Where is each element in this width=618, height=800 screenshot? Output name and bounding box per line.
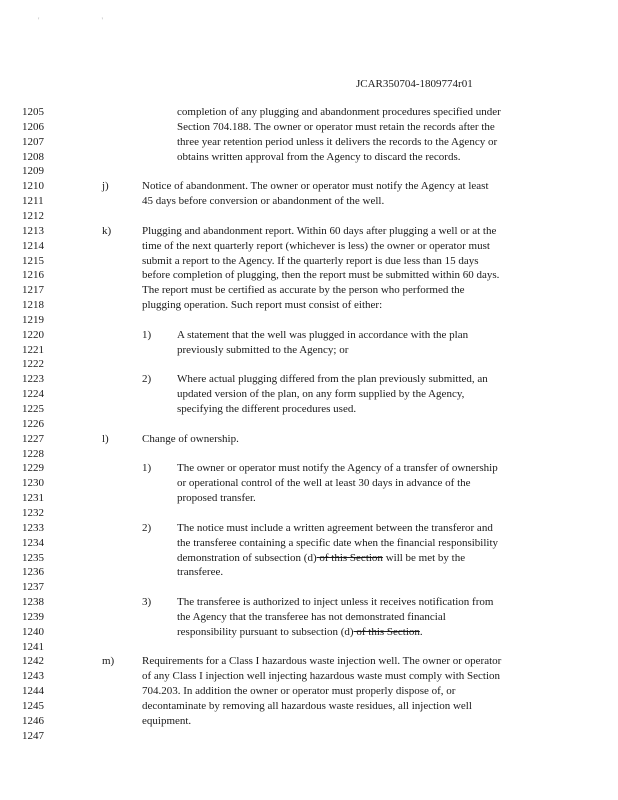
line-number: 1242 [22,655,44,668]
document-line [0,700,618,713]
document-line [0,655,618,668]
document-line [0,611,618,624]
line-number: 1216 [22,269,44,282]
line-text-main: 45 days before conversion or abandonment of the well. [142,195,385,208]
document-line [0,240,618,253]
line-number: 1241 [22,640,44,653]
line-text [142,700,472,713]
line-text [142,195,384,208]
line-text [142,299,382,312]
line-text [177,329,468,342]
line-text-main: Change of ownership. [142,432,239,445]
line-number: 1230 [22,477,44,490]
line-text-main: Requirements for a Class I hazardous waste injection well. The owner or operator [142,655,502,668]
line-text-main: decontaminate by removing all hazardous waste residues, all injection well [142,700,472,712]
line-number: 1235 [22,551,44,564]
line-number: 1238 [22,596,44,609]
document-line [0,581,618,594]
line-number: 1213 [22,224,44,237]
line-text-main: transferee. [177,566,224,579]
line-text-main: obtains written approval from the Agency to discard the records. [177,150,461,163]
document-line [0,314,618,327]
section-label: j) [102,180,109,193]
document-line [0,477,618,490]
line-text [177,462,498,475]
line-text-main: previously submitted to the Agency; or [177,343,349,356]
document-line [0,195,618,208]
document-line [0,433,618,446]
line-text [142,240,490,253]
document-line [0,165,618,178]
line-text-main: or operational control of the well at least 30 days in advance of the [177,477,471,490]
line-number: 1227 [22,432,44,445]
line-number: 1234 [22,536,44,549]
line-text-main: The notice must include a written agreement between the transferor and [177,521,493,534]
line-text-main: Plugging and abandonment report. Within 60 days after plugging a well or at the [142,224,497,237]
line-text-main: specifying the different procedures used. [177,403,357,415]
line-text-main: The report must be certified as accurate by the person who performed the [142,284,465,297]
section-label: 3) [142,596,152,609]
document-line [0,373,618,386]
document-line [0,448,618,461]
document-line [0,255,618,268]
line-number: 1221 [22,343,44,356]
line-number: 1229 [22,462,44,475]
line-number: 1210 [22,180,44,193]
line-text-main: Section 704.188. The owner or operator must retain the records after the [177,120,495,133]
line-text [177,151,460,164]
line-number: 1224 [22,388,44,401]
line-text [142,225,496,238]
document-id: JCAR350704-1809774r01 [356,78,473,90]
document-line [0,462,618,475]
line-text-main: before completion of plugging, then the report must be submitted within 60 days. [142,269,500,282]
section-label: 1) [142,462,152,475]
document-line [0,507,618,520]
struck-text: of this Section [353,625,420,638]
struck-text: of this Section [316,551,383,564]
line-number: 1215 [22,254,44,267]
document-line [0,269,618,282]
document-line [0,388,618,401]
section-label: k) [102,224,112,237]
document-line [0,566,618,579]
line-number: 1208 [22,150,44,163]
section-label: m) [102,655,115,668]
document-line [0,106,618,119]
line-text [177,537,498,550]
line-number: 1244 [22,685,44,698]
document-line [0,299,618,312]
line-text [142,255,479,268]
line-text-main: time of the next quarterly report (whichever is less) the owner or operator must [142,239,490,252]
line-number: 1233 [22,521,44,534]
line-text [177,566,223,579]
document-line [0,136,618,149]
line-text [142,433,239,446]
line-number: 1220 [22,328,44,341]
line-text-main: proposed transfer. [177,492,256,505]
line-number: 1232 [22,506,44,519]
line-number: 1239 [22,610,44,623]
line-number: 1222 [22,358,44,371]
line-text [142,269,499,282]
line-text-main: The transferee is authorized to inject unless it receives notification from [177,596,494,609]
line-text [177,626,423,639]
line-number: 1246 [22,714,44,727]
line-text [177,136,497,149]
line-text-main: the transferee containing a specific date when the financial responsibility [177,536,499,549]
document-line [0,121,618,134]
line-text-main: A statement that the well was plugged in accordance with the plan [177,328,469,341]
line-number: 1237 [22,581,44,594]
line-number: 1206 [22,120,44,133]
line-text [142,715,191,728]
line-number: 1211 [22,195,44,208]
line-text [177,492,256,505]
line-number: 1226 [22,417,44,430]
line-text [177,522,493,535]
line-text [142,655,501,668]
line-text [177,344,348,357]
document-line [0,284,618,297]
line-number: 1207 [22,135,44,148]
line-number: 1236 [22,566,44,579]
line-number: 1223 [22,373,44,386]
document-line [0,225,618,238]
line-number: 1217 [22,284,44,297]
line-number: 1240 [22,625,44,638]
document-line [0,344,618,357]
line-text-main: three year retention period unless it delivers the records to the Agency or [177,135,498,148]
line-text [142,685,455,698]
document-line [0,180,618,193]
line-number: 1205 [22,106,44,118]
section-label: 1) [142,328,152,341]
line-text [177,373,488,386]
line-text-main: The owner or operator must notify the Agency of a transfer of ownership [177,462,498,475]
document-line [0,418,618,431]
document-line [0,626,618,639]
line-text-main: demonstration of subsection (d) [177,551,317,564]
line-number: 1225 [22,403,44,415]
line-text-after: . [419,625,423,638]
document-line [0,403,618,416]
line-number: 1214 [22,239,44,252]
document-line [0,641,618,654]
line-text [177,477,471,490]
line-text-after: will be met by the [382,551,466,564]
line-text [177,611,446,624]
line-number: 1219 [22,313,44,326]
line-text-main: the Agency that the transferee has not demonstrated financial [177,610,446,623]
line-text [142,284,465,297]
document-line [0,492,618,505]
line-text [177,106,501,119]
document-line [0,715,618,728]
line-text-main: updated version of the plan, on any form supplied by the Agency, [177,388,465,401]
line-text-main: completion of any plugging and abandonment procedures specified under [177,106,501,118]
line-text-main: Where actual plugging differed from the plan previously submitted, an [177,373,488,386]
document-line [0,537,618,550]
line-text [177,552,465,565]
document-line [0,596,618,609]
line-text [142,670,500,683]
document-line [0,670,618,683]
line-number: 1247 [22,729,44,742]
document-line [0,522,618,535]
document-line [0,151,618,164]
section-label: l) [102,432,109,445]
corner-marks: ' ' [38,16,133,25]
document-line [0,685,618,698]
document-line [0,329,618,342]
line-number: 1245 [22,700,44,712]
line-text [177,596,493,609]
line-number: 1231 [22,492,44,505]
line-text [177,121,495,134]
document-line [0,210,618,223]
line-text-main: responsibility pursuant to subsection (d) [177,625,354,638]
line-text-main: submit a report to the Agency. If the quarterly report is due less than 15 days [142,254,479,267]
line-number: 1228 [22,447,44,460]
document-line [0,730,618,743]
line-text [177,403,356,416]
document-line [0,552,618,565]
line-text-main: 704.203. In addition the owner or operator must properly dispose of, or [142,685,456,698]
line-number: 1218 [22,299,44,312]
line-number: 1209 [22,165,44,178]
line-text-main: equipment. [142,714,192,727]
line-number: 1212 [22,209,44,222]
section-label: 2) [142,373,152,386]
line-text [177,388,464,401]
line-number: 1243 [22,670,44,683]
line-text-main: of any Class I injection well injecting hazardous waste must comply with Section [142,670,501,683]
line-text [142,180,489,193]
section-label: 2) [142,521,152,534]
line-text-main: Notice of abandonment. The owner or operator must notify the Agency at least [142,180,489,193]
line-text-main: plugging operation. Such report must consist of either: [142,299,383,312]
document-line [0,358,618,371]
